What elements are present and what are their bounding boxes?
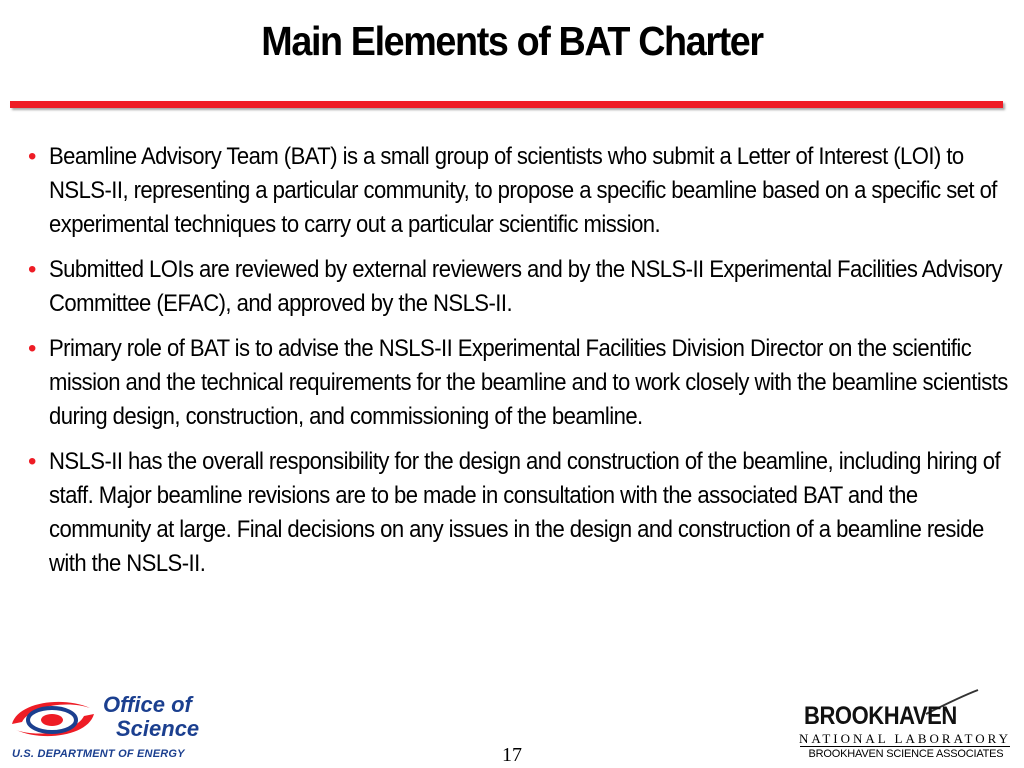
bullet-dot: • <box>28 256 36 283</box>
bullet-dot: • <box>28 335 36 362</box>
bullet-list <box>28 140 1008 592</box>
slide-title: Main Elements of BAT Charter <box>261 18 763 64</box>
page-number: 17 <box>502 744 522 766</box>
bullet-dot: • <box>28 143 36 170</box>
brookhaven-logo <box>792 688 1020 768</box>
bullet-dot: • <box>28 448 36 475</box>
bullet-item <box>28 445 1003 581</box>
bullet-text: NSLS-II has the overall responsibility for the design and construction of the beamline, including hiring of staff. Major beamline revisions are to be made in consultation with the associated BAT and the community at large. Final decisions on any issues in the design and construction of a beamline reside with the NSLS-II. <box>49 448 1001 577</box>
doe-department-label: U.S. DEPARTMENT OF ENERGY <box>12 748 185 760</box>
bullet-text: Submitted LOIs are reviewed by external reviewers and by the NSLS-II Experimental Facilities Advisory Committee (EFAC), and approved by the NSLS-II. <box>49 256 1003 317</box>
bullet-text: Primary role of BAT is to advise the NSLS-II Experimental Facilities Division Director on the scientific mission and the technical requirements for the beamline and to work closely with the beamline scientists during design, construction, and commissioning of the beamline. <box>49 335 1008 430</box>
bullet-item <box>28 253 1003 321</box>
bullet-item <box>28 332 1008 434</box>
bullet-text: Beamline Advisory Team (BAT) is a small group of scientists who submit a Letter of Interest (LOI) to NSLS-II, representing a particular community, to propose a specific beamline based on a specific set of experimental techniques to carry out a particular scientific mission. <box>49 143 997 238</box>
brookhaven-associates-label: BROOKHAVEN SCIENCE ASSOCIATES <box>808 748 1004 760</box>
doe-logo-line1: Office of <box>103 692 192 717</box>
doe-office-of-science-logo <box>8 690 223 765</box>
brookhaven-divider <box>800 746 1010 747</box>
title-divider <box>10 101 1003 108</box>
brookhaven-subtitle: NATIONAL LABORATORY <box>799 731 1011 746</box>
doe-emblem-icon <box>8 694 98 744</box>
brookhaven-name: BROOKHAVEN <box>804 702 957 730</box>
doe-logo-line2: Science <box>116 716 200 741</box>
bullet-item <box>28 140 1003 242</box>
